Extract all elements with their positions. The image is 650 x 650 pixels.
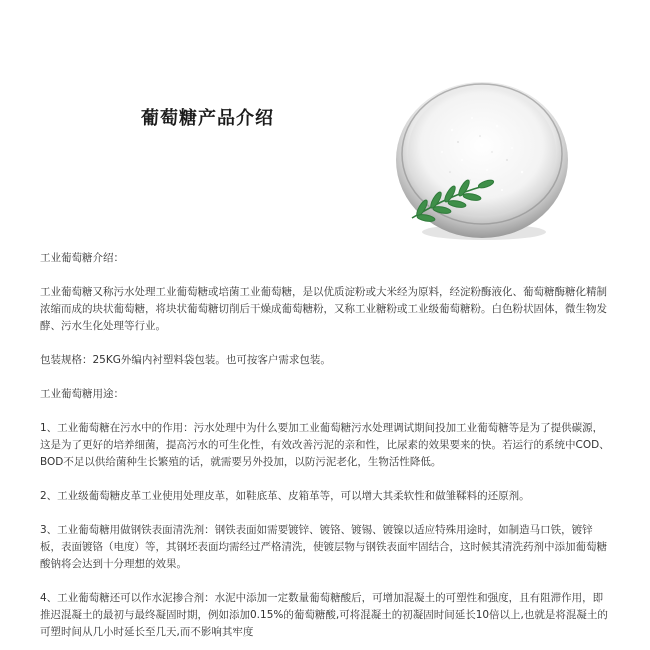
use-item-3: 3、工业葡萄糖用做钢铁表面清洗剂：钢铁表面如需要镀锌、镀铬、镀锡、镀镍以适应特殊用途时，如制造马口铁，镀锌板，表面镀铬（电度）等，其钢坯表面均需经过严格清洗，使镀层物与钢铁表面牢固结合，这时候其清洗药剂中添加葡萄糖酸钠将会达到十分理想的效果。 bbox=[40, 524, 607, 570]
page-title: 葡萄糖产品介绍 bbox=[141, 108, 274, 129]
content-body bbox=[40, 250, 610, 641]
packaging-text: 包装规格：25KG外编内衬塑料袋包装。也可按客户需求包装。 bbox=[40, 354, 331, 366]
uses-heading: 工业葡萄糖用途： bbox=[40, 388, 124, 400]
intro-heading: 工业葡萄糖介绍： bbox=[40, 252, 124, 264]
glucose-powder-bowl-image bbox=[392, 60, 570, 245]
use-item-4: 4、工业葡萄糖还可以作水泥掺合剂：水泥中添加一定数量葡萄糖酸后，可增加混凝土的可塑性和强度，且有阻滞作用，即推迟混凝土的最初与最终凝固时期，例如添加0.15%的葡萄糖酸,可将混凝土的初凝固时间延长10倍以上,也就是将混凝土的可塑时间从几小时延长至几天,而不影响其牢度 bbox=[40, 592, 608, 638]
intro-paragraph: 工业葡萄糖又称污水处理工业葡萄糖或培菌工业葡萄糖，是以优质淀粉或大米经为原料，经淀粉酶液化、葡萄糖酶糖化精制浓缩而成的块状葡萄糖，将块状葡萄糖切削后干燥成葡萄糖粉，又称工业糖粉或工业级葡萄糖粉。白色粉状固体，微生物发酵、污水生化处理等行业。 bbox=[40, 286, 607, 332]
use-item-1: 1、工业葡萄糖在污水中的作用：污水处理中为什么要加工业葡萄糖污水处理调试期间投加工业葡萄糖等是为了提供碳源，这是为了更好的培养细菌，提高污水的可生化性，有效改善污泥的亲和性，比尿素的效果要来的快。若运行的系统中COD、BOD不足以供给菌种生长繁殖的话，就需要另外投加，以防污泥老化，生物活性降低。 bbox=[40, 422, 610, 468]
use-item-2: 2、工业级葡萄糖皮革工业使用处理皮革，如鞋底革、皮箱革等，可以增大其柔软性和做雏鞣料的还原剂。 bbox=[40, 490, 530, 502]
